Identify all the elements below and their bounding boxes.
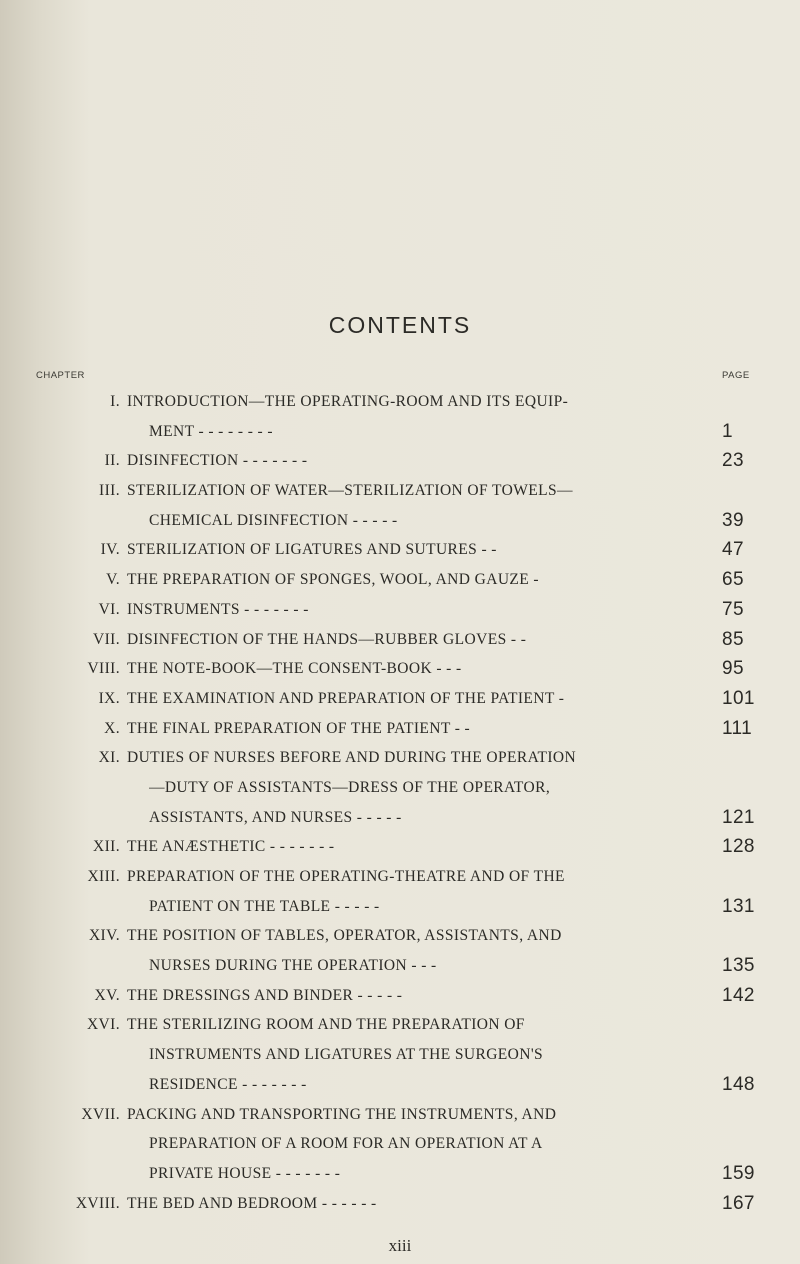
chapter-number: XVI. [86, 1016, 120, 1034]
chapter-title: —DUTY OF ASSISTANTS—DRESS OF THE OPERATOR, [149, 778, 551, 796]
chapter-number: XV. [94, 986, 120, 1004]
toc-line [0, 686, 800, 716]
toc-line [0, 1102, 800, 1132]
toc-line [0, 894, 800, 924]
page-number: 47 [722, 539, 744, 561]
toc-line [0, 716, 800, 746]
chapter-number: VII. [93, 630, 120, 648]
toc-line [0, 923, 800, 953]
chapter-number: XVII. [81, 1105, 120, 1123]
chapter-title: THE NOTE-BOOK—THE CONSENT-BOOK - - - [127, 660, 462, 678]
chapter-title: THE BED AND BEDROOM - - - - - - [127, 1194, 377, 1212]
toc-line [0, 775, 800, 805]
chapter-number: II. [104, 452, 120, 470]
page-title: CONTENTS [328, 312, 472, 338]
chapter-title: CHEMICAL DISINFECTION - - - - - [149, 511, 398, 529]
chapter-title: NURSES DURING THE OPERATION - - - [149, 957, 437, 975]
chapter-title: STERILIZATION OF LIGATURES AND SUTURES - - [127, 541, 497, 559]
toc-line [0, 419, 800, 449]
chapter-column-header: CHAPTER [36, 370, 85, 381]
toc-line [0, 1072, 800, 1102]
chapter-title: PATIENT ON THE TABLE - - - - - [149, 897, 380, 915]
chapter-number: XII. [93, 838, 120, 856]
toc-line [0, 1042, 800, 1072]
page-number: 23 [722, 450, 744, 472]
page-number: 1 [722, 420, 733, 442]
chapter-title: THE PREPARATION OF SPONGES, WOOL, AND GAUZE - [127, 571, 539, 589]
chapter-number: IV. [100, 541, 120, 559]
page-number: 128 [722, 836, 755, 858]
page-number: 75 [722, 598, 744, 620]
chapter-title: THE FINAL PREPARATION OF THE PATIENT - - [127, 719, 471, 737]
chapter-number: XIV. [88, 927, 120, 945]
toc-line [0, 656, 800, 686]
chapter-title: DUTIES OF NURSES BEFORE AND DURING THE OPERATION [127, 749, 577, 767]
chapter-title: ASSISTANTS, AND NURSES - - - - - [149, 808, 402, 826]
chapter-title: INSTRUMENTS AND LIGATURES AT THE SURGEON'S [149, 1046, 544, 1064]
page-number: 101 [722, 687, 755, 709]
chapter-number: X. [104, 719, 120, 737]
toc-line [0, 567, 800, 597]
chapter-number: XI. [98, 749, 120, 767]
page-number: 111 [722, 717, 753, 739]
chapter-title: MENT - - - - - - - - [149, 422, 273, 440]
chapter-number: VIII. [87, 660, 120, 678]
chapter-title: STERILIZATION OF WATER—STERILIZATION OF TOWELS— [127, 482, 573, 500]
page-number: 39 [722, 509, 744, 531]
chapter-title: INTRODUCTION—THE OPERATING-ROOM AND ITS EQUIP- [127, 393, 569, 410]
page-folio: xiii [388, 1236, 412, 1255]
toc-line [0, 1131, 800, 1161]
chapter-number: III. [99, 482, 120, 500]
chapter-title: THE POSITION OF TABLES, OPERATOR, ASSISTANTS, AND [127, 927, 562, 945]
toc-line [0, 627, 800, 657]
chapter-number: XIII. [87, 868, 120, 885]
chapter-number: V. [106, 571, 120, 589]
page-number: 95 [722, 658, 744, 680]
toc-line [0, 864, 800, 894]
page-number: 142 [722, 984, 755, 1006]
toc-line [0, 1161, 800, 1191]
toc-line [0, 1191, 800, 1221]
chapter-title: PACKING AND TRANSPORTING THE INSTRUMENTS, AND [127, 1105, 557, 1123]
toc-line [0, 508, 800, 538]
chapter-title: THE ANÆSTHETIC - - - - - - - [127, 838, 335, 856]
page-number: 135 [722, 955, 755, 977]
chapter-title: PREPARATION OF A ROOM FOR AN OPERATION AT A [149, 1135, 543, 1153]
page-number: 85 [722, 628, 744, 650]
chapter-title: DISINFECTION OF THE HANDS—RUBBER GLOVES - - [127, 630, 527, 648]
table-of-contents [0, 389, 800, 1220]
toc-line [0, 834, 800, 864]
chapter-title: THE DRESSINGS AND BINDER - - - - - [127, 986, 403, 1004]
toc-line [0, 805, 800, 835]
toc-line [0, 983, 800, 1013]
chapter-title: THE EXAMINATION AND PREPARATION OF THE PATIENT - [127, 689, 565, 707]
chapter-title: THE STERILIZING ROOM AND THE PREPARATION OF [127, 1016, 525, 1034]
page-number: 159 [722, 1162, 755, 1184]
page-column-header: PAGE [722, 370, 750, 381]
page-number: 167 [722, 1192, 755, 1214]
chapter-number: XVIII. [75, 1194, 120, 1212]
toc-line [0, 597, 800, 627]
page-number: 65 [722, 569, 744, 591]
chapter-title: RESIDENCE - - - - - - - [149, 1075, 307, 1093]
chapter-title: DISINFECTION - - - - - - - [127, 452, 308, 470]
page-number: 131 [722, 895, 755, 917]
chapter-number: I. [110, 393, 120, 410]
toc-line [0, 478, 800, 508]
toc-line [0, 953, 800, 983]
chapter-number: IX. [98, 689, 120, 707]
toc-line [0, 1012, 800, 1042]
toc-line [0, 537, 800, 567]
page-number: 121 [722, 806, 755, 828]
chapter-title: INSTRUMENTS - - - - - - - [127, 600, 309, 618]
chapter-number: VI. [98, 600, 120, 618]
toc-line [0, 389, 800, 419]
page-number: 148 [722, 1073, 755, 1095]
chapter-title: PREPARATION OF THE OPERATING-THEATRE AND OF THE [127, 868, 565, 885]
toc-line [0, 745, 800, 775]
chapter-title: PRIVATE HOUSE - - - - - - - [149, 1164, 341, 1182]
toc-line [0, 448, 800, 478]
